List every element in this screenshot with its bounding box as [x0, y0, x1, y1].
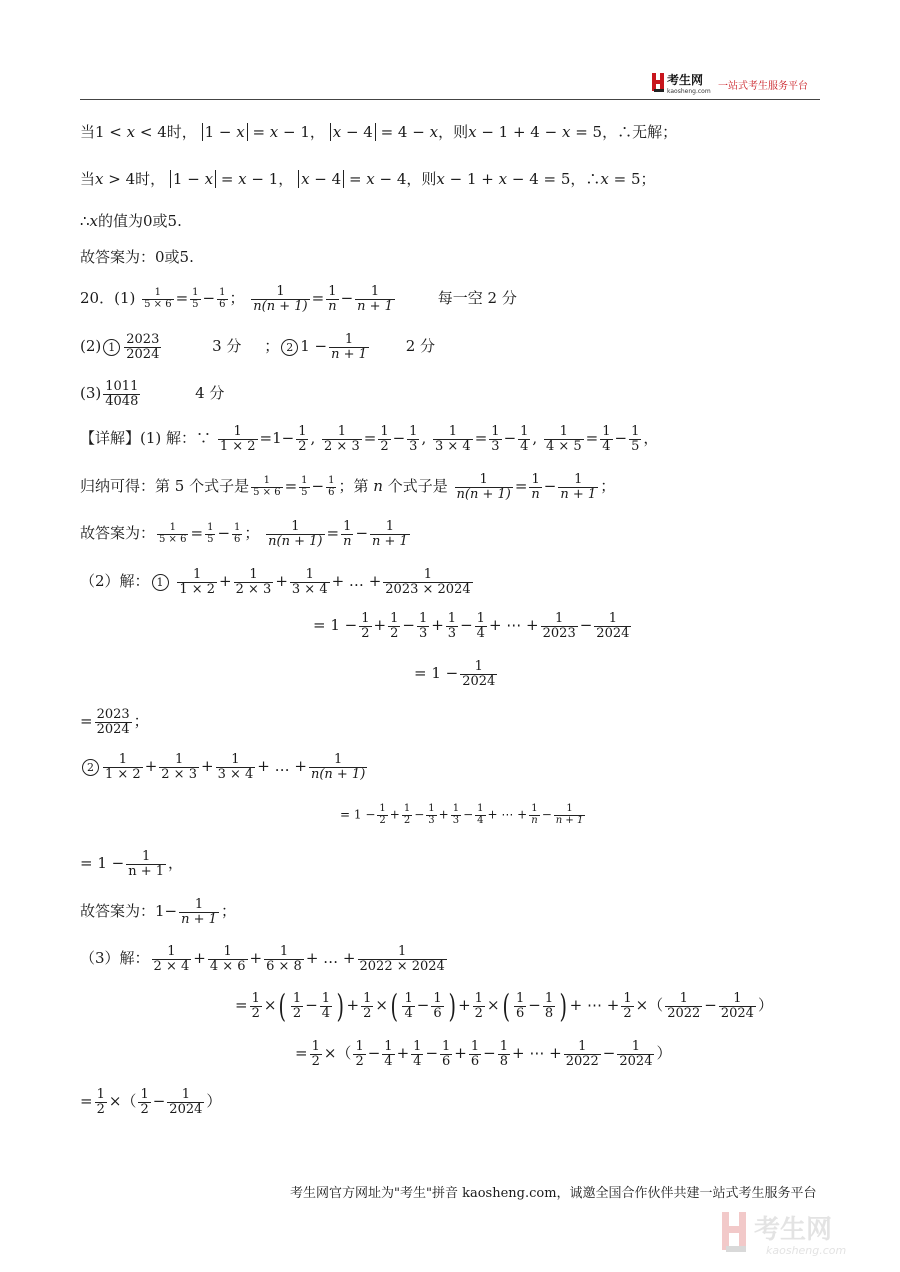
detail-line: 【详解】(1) 解：∵ $\frac{1}{1 \times 2}$ =1− $\frac{1}{2}$ , $\frac{1}{2 \times 3}$ = $\frac{1}{2}$ − $\frac{1}{3}$ , $\frac{1}{3 \times 4}$ = $\frac{1}{3}$ − $\frac{1}{4}$ , $\frac{1}{4 \times 5}$ = $\frac{1}{4}$ − $\frac{1}{5}$ ， — [80, 424, 659, 454]
logo-subtext: kaosheng.com — [667, 88, 711, 95]
solution2b-sum: 2 $\frac{1}{1 \times 2}$ + $\frac{1}{2 \times 3}$ + $\frac{1}{3 \times 4}$ + … + $\frac{1}{n(n + 1)}$ — [80, 753, 369, 781]
q20-part1: 20．(1) $\frac{1}{5 \times 6}$ = $\frac{1}{5}$ − $\frac{1}{6}$ ； $\frac{1}{n(n + 1)}$ = $\frac{1}{n}$ − $\frac{1}{n + 1}$ 每一空 2 分 — [80, 284, 517, 314]
induction-line: 归纳可得：第 5 个式子是 $\frac{1}{5 \times 6}$ = $\frac{1}{5}$ − $\frac{1}{6}$ ；第 n 个式子是 $\frac{1}{n(n + 1)}$ = $\frac{1}{n}$ − $\frac{1}{n + 1}$ ； — [80, 472, 616, 502]
solution3-sum: （3）解： $\frac{1}{2 \times 4}$ + $\frac{1}{4 \times 6}$ + $\frac{1}{6 \times 8}$ + … + $\frac{1}{2022 \times 2024}$ — [80, 944, 445, 974]
conclusion-line: ∴x的值为0或5. — [80, 212, 182, 230]
case-line-1: 当1 < x < 4时， 1 − x = x − 1， x − 4 = 4 − x，则x − 1 + 4 − x = 5，∴无解； — [80, 123, 678, 141]
kaosheng-logo — [651, 70, 713, 96]
solution2-sum: （2）解： 1 $\frac{1}{1 \times 2}$ + $\frac{1}{2 \times 3}$ + $\frac{1}{3 \times 4}$ + … + $\frac{1}{2023 \times 2024}$ — [80, 567, 471, 597]
logo-text: 考生网 — [667, 73, 704, 87]
watermark-subtext: kaosheng.com — [766, 1244, 847, 1257]
solution2b-telescope: = 1 − $\frac{1}{2}$ + $\frac{1}{2}$ − $\frac{1}{3}$ + $\frac{1}{3}$ − $\frac{1}{4}$ + ⋯ + $\frac{1}{n}$ − $\frac{1}{n + 1}$ — [340, 803, 584, 826]
header-divider — [80, 99, 820, 100]
solution2-result: = $\frac{2023}{2024}$ ； — [80, 707, 149, 737]
answer-part2: 故答案为：1− $\frac{1}{n + 1}$ ； — [80, 897, 236, 927]
watermark-logo — [720, 1208, 880, 1258]
solution2b-result: = 1 − $\frac{1}{n + 1}$ ， — [80, 849, 184, 879]
case-line-2: 当x > 4时， 1 − x = x − 1， x − 4 = x − 4，则x − 1 + x − 4 = 5，∴x = 5； — [80, 170, 656, 188]
solution3-result: = $\frac{1}{2}$ ×（ $\frac{1}{2}$ − $\frac{1}{2024}$ ） — [80, 1087, 222, 1117]
solution3-combine: = $\frac{1}{2}$ ×（ $\frac{1}{2}$ − $\frac{1}{4}$ + $\frac{1}{4}$ − $\frac{1}{6}$ + $\frac{1}{6}$ − $\frac{1}{8}$ + ⋯ + $\frac{1}{2022}$ − $\frac{1}{2024}$ ） — [295, 1039, 672, 1069]
q20-part3: (3) $\frac{1011}{4048}$ 4 分 — [80, 379, 225, 409]
solution3-expand: = $\frac{1}{2}$ ×( $\frac{1}{2}$ − $\frac{1}{4}$ ) + $\frac{1}{2}$ ×( $\frac{1}{4}$ − $\frac{1}{6}$ ) + $\frac{1}{2}$ ×( $\frac{1}{6}$ − $\frac{1}{8}$ ) + ⋯ + $\frac{1}{2}$ ×（ $\frac{1}{2022}$ − $\frac{1}{2024}$ ） — [235, 987, 773, 1025]
solution2-telescope: = 1 − $\frac{1}{2}$ + $\frac{1}{2}$ − $\frac{1}{3}$ + $\frac{1}{3}$ − $\frac{1}{4}$ + ⋯ + $\frac{1}{2023}$ − $\frac{1}{2024}$ — [313, 611, 630, 641]
brand-slogan: 一站式考生服务平台 — [718, 81, 808, 92]
watermark-text: 考生网 — [754, 1215, 833, 1245]
footer-text: 考生网官方网址为"考生"拼音 kaosheng.com，诚邀全国合作伙伴共建一站式考生服务平台 — [290, 1186, 817, 1201]
q20-part2: (2) 1 $\frac{2023}{2024}$ 3 分 ； 2 1 − $\frac{1}{n + 1}$ 2 分 — [80, 332, 436, 362]
answer-part1: 故答案为： $\frac{1}{5 \times 6}$ = $\frac{1}{5}$ − $\frac{1}{6}$ ； $\frac{1}{n(n + 1)}$ = $\frac{1}{n}$ − $\frac{1}{n + 1}$ — [80, 519, 408, 549]
solution2-simplify: = 1 − $\frac{1}{2024}$ — [414, 659, 496, 689]
answer-line-19: 故答案为：0或5. — [80, 248, 194, 266]
